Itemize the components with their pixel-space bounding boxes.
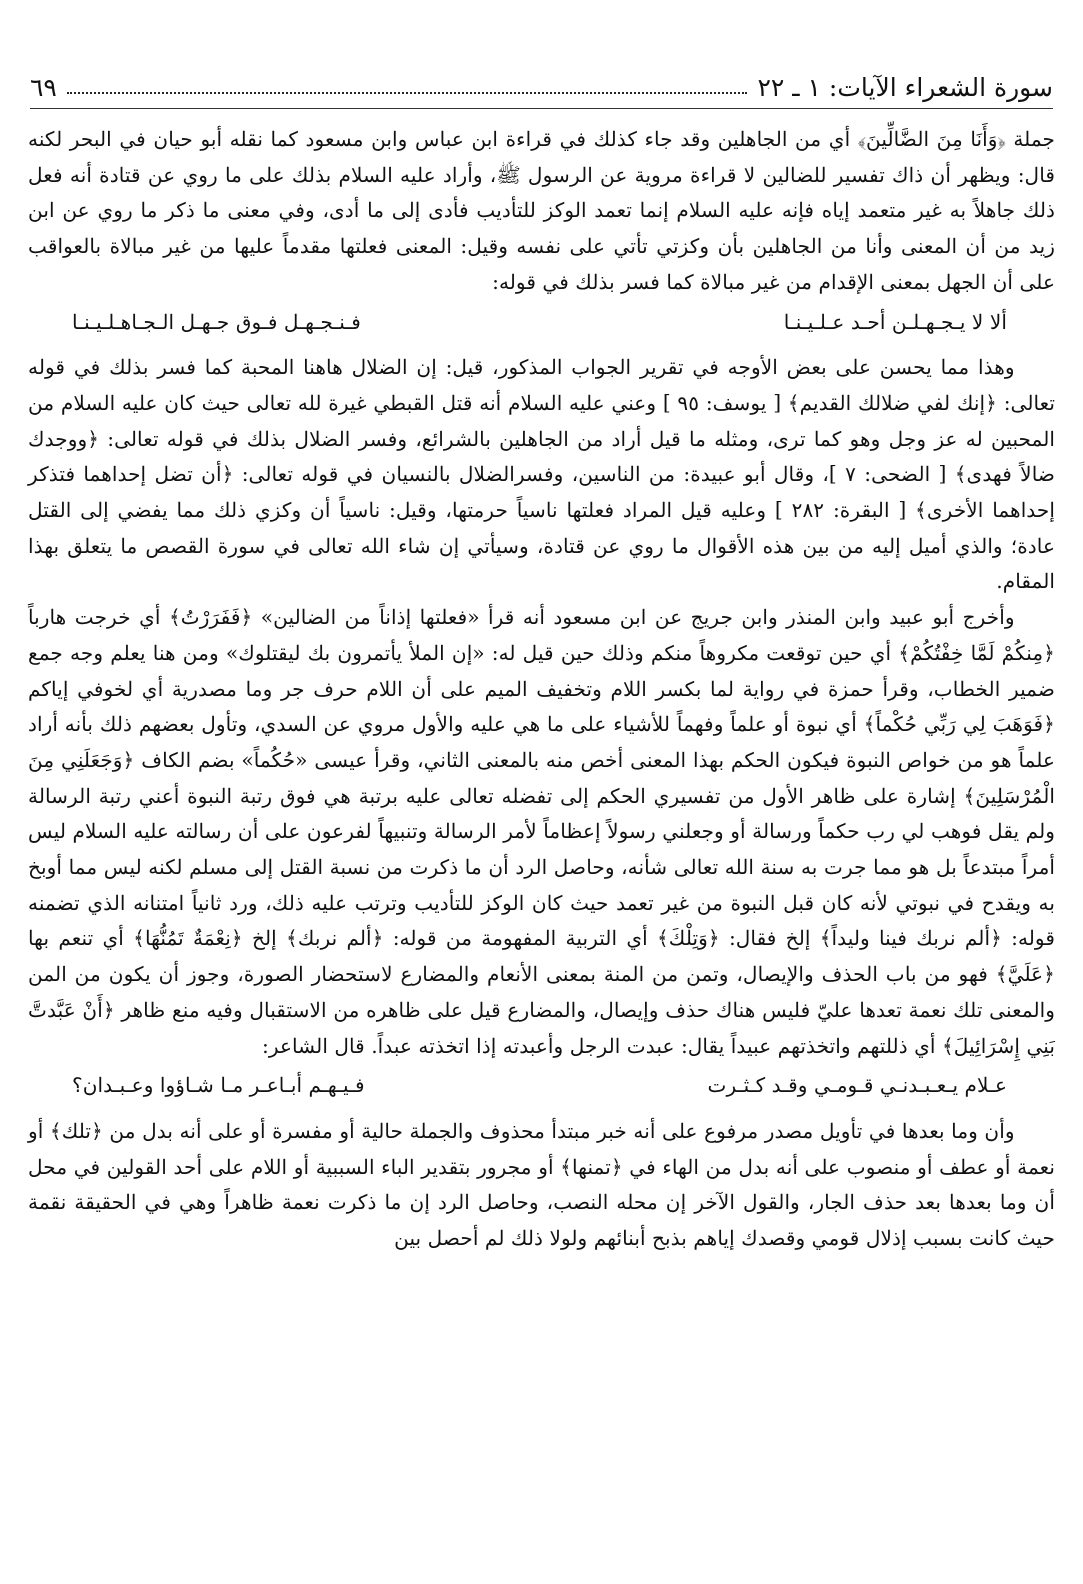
verse-second-hemistich: فـنـجـهـل فـوق جـهـل الـجـاهـلـيـنـا bbox=[72, 309, 361, 334]
verse-first-hemistich: عـلام يـعـبـدنـي قـومـي وقـد كـثـرت bbox=[707, 1073, 1007, 1098]
main-text bbox=[28, 122, 1055, 1257]
poetry-verse bbox=[28, 1068, 1055, 1104]
verse-second-hemistich: فـيـهـم أبـاعـر مـا شـاؤوا وعـبـدان؟ bbox=[72, 1073, 365, 1098]
poetry-verse bbox=[28, 305, 1055, 341]
paragraph: وأن وما بعدها في تأويل مصدر مرفوع على أنه خبر مبتدأ محذوف والجملة حالية أو مفسرة أو على أنه بدل من ﴿تلك﴾ أو نعمة أو عطف أو منصوب على أنه بدل من الهاء في ﴿تمنها﴾ أو مجرور بتقدير الباء السببية أو اللام على أحد القولين في محل أن وما بعدها بعد حذف الجار، والقول الآخر إن محله النصب، وحاصل الرد إن ما ذكرت نعمة ظاهراً وهي في الحقيقة نقمة حيث كانت بسبب إذلال قومي وقصدك إياهم بذبح أبنائهم ولولا ذلك لم أحصل بين bbox=[28, 1118, 1055, 1251]
paragraph: جملة ﴿وَأَنَا مِنَ الضَّالِّينَ﴾ أي من الجاهلين وقد جاء كذلك في قراءة ابن عباس وابن مسعود كما نقله أبو حيان في البحر لكنه قال: ويظهر أن ذاك تفسير للضالين لا قراءة مروية عن الرسول ﷺ، وأراد عليه السلام بذلك على ما روي عن قتادة أنه فعل ذلك جاهلاً به غير متعمد إياه فإنه عليه السلام إنما تعمد الوكز للتأديب فأدى إلى ما أدى، وفي معنى ما ذكر ما روي عن ابن زيد من أن المعنى وأنا من الجاهلين بأن وكزتي تأتي على نفسه وقيل: المعنى فعلتها مقدماً عليها من غير مبالاة بالعواقب على أن الجهل بمعنى الإقدام من غير مبالاة كما فسر بذلك في قوله: bbox=[28, 127, 1055, 294]
chapter-title: سورة الشعراء الآيات: ١ ـ ٢٢ bbox=[757, 73, 1053, 102]
header-leader-dots bbox=[67, 91, 748, 94]
header-divider bbox=[30, 108, 1053, 109]
paragraph: وأخرج أبو عبيد وابن المنذر وابن جريج عن ابن مسعود أنه قرأ «فعلتها إذاناً من الضالين» ﴿فَفَرَرْتُ﴾ أي خرجت هارباً ﴿مِنكُمْ لَمَّا خِفْتُكُمْ﴾ أي حين توقعت مكروهاً منكم وذلك حين قيل له: «إن الملأ يأتمرون بك ليقتلوك» ومن هنا يعلم وجه جمع ضمير الخطاب، وقرأ حمزة في رواية لما بكسر اللام وتخفيف الميم على أن اللام حرف جر وما مصدرية أي لخوفي إياكم ﴿فَوَهَبَ لِي رَبِّي حُكْماً﴾ أي نبوة أو علماً وفهماً للأشياء على ما هي عليه والأول مروي عن السدي، وتأول بعضهم ذلك بأنه أراد علماً هو من خواص النبوة فيكون الحكم بهذا المعنى أخص منه بالمعنى الثاني، وقرأ عيسى «حُكُماً» بضم الكاف ﴿وَجَعَلَنِي مِنَ الْمُرْسَلِينَ﴾ إشارة على ظاهر الأول من تفسيري الحكم إلى تفضله تعالى عليه برتبة هي فوق رتبة النبوة أعني رتبة الرسالة ولم يقل فوهب لي رب حكماً ورسالة أو وجعلني رسولاً إعظاماً لأمر الرسالة وتنبيهاً لفرعون على أن رسالته عليه السلام ليس أمراً مبتدعاً بل هو مما جرت به سنة الله تعالى شأنه، وحاصل الرد أن ما ذكرت من نسبة القتل إلى مسلم لكنه ليس مما أوبخ به ويقدح في نبوتي لأنه كان قبل النبوة من غير تعمد حيث كان الوكز للتأديب وترتب عليه ذلك، ورد ثانياً امتنانه الذي تضمنه قوله: ﴿ألم نربك فينا وليداً﴾ إلخ فقال: ﴿وَتِلْكَ﴾ أي التربية المفهومة من قوله: ﴿ألم نربك﴾ إلخ ﴿نِعْمَةٌ تَمُنُّهَا﴾ أي تنعم بها ﴿عَلَيَّ﴾ فهو من باب الحذف والإيصال، وتمن من المنة بمعنى الأنعام والمضارع لاستحضار الصورة، وجوز أن يكون من المن والمعنى تلك نعمة تعدها عليّ فليس هناك حذف وإيصال، والمضارع قيل على ظاهره من الاستقبال وفيه منع ظاهر ﴿أَنْ عَبَّدتَّ بَنِي إِسْرَائِيلَ﴾ أي ذللتهم واتخذتهم عبيداً يقال: عبدت الرجل وأعبدته إذا اتخذته عبداً. قال الشاعر: bbox=[28, 605, 1055, 1058]
page-number: ٦٩ bbox=[30, 73, 57, 102]
paragraph: وهذا مما يحسن على بعض الأوجه في تقرير الجواب المذكور، قيل: إن الضلال هاهنا المحبة كما فسر بذلك في قوله تعالى: ﴿إنك لفي ضلالك القديم﴾ [ يوسف: ٩٥ ] وعني عليه السلام أنه قتل القبطي غيرة لله تعالى حيث كان عليه السلام من المحبين له عز وجل وهو كما ترى، ومثله ما قيل أراد من الجاهلين بالشرائع، وفسر الضلال بذلك في قوله تعالى: ﴿ووجدك ضالاً فهدى﴾ [ الضحى: ٧ ]، وقال أبو عبيدة: من الناسين، وفسرالضلال بالنسيان في قوله تعالى: ﴿أن تضل إحداهما فتذكر إحداهما الأخرى﴾ [ البقرة: ٢٨٢ ] وعليه قيل المراد فعلتها ناسياً حرمتها، وقيل: ناسياً أن وكزي ذلك مما يفضي إلى القتل عادة؛ والذي أميل إليه من بين هذه الأقوال ما روي عن قتادة، وسيأتي إن شاء الله تعالى في سورة القصص ما يتعلق بهذا المقام. bbox=[28, 355, 1055, 594]
verse-first-hemistich: ألا لا يـجـهـلـن أحـد عـلـيـنـا bbox=[783, 309, 1007, 334]
running-header bbox=[30, 62, 1053, 102]
